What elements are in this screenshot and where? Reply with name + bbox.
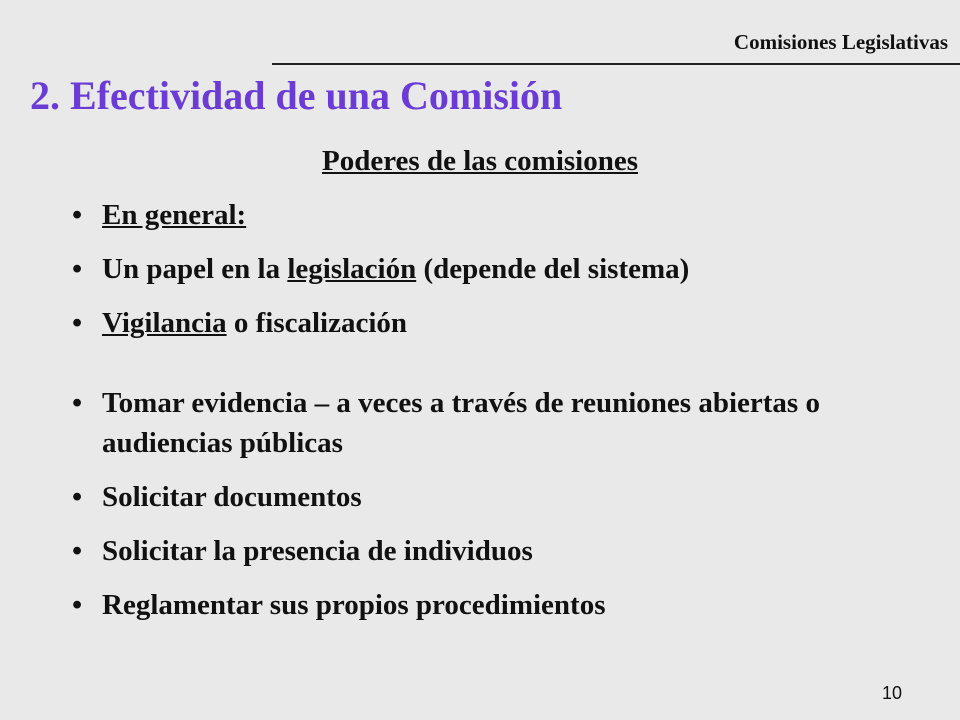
bullet-text: Solicitar la presencia de individuos <box>102 535 533 567</box>
slide-title: 2. Efectividad de una Comisión <box>30 73 563 118</box>
bullet-dot: • <box>72 535 83 567</box>
bullet-dot: • <box>72 199 83 231</box>
bullet-item <box>72 249 932 289</box>
bullet-item <box>72 531 932 571</box>
bullet-text: Reglamentar sus propios procedimientos <box>102 589 606 621</box>
bullet-dot: • <box>72 387 83 419</box>
bullet-text: Solicitar documentos <box>102 481 362 513</box>
bullet-item <box>72 195 932 235</box>
bullet-dot: • <box>72 253 83 285</box>
bullet-item <box>72 383 932 463</box>
bullet-text-pre: Un papel en la <box>102 253 288 285</box>
page-number: 10 <box>881 683 902 703</box>
bullet-text-post: (depende del sistema) <box>416 253 690 285</box>
bullet-dot: • <box>72 481 83 513</box>
bullet-text: En general: <box>102 199 247 231</box>
header-section-title: Comisiones Legislativas <box>733 30 948 54</box>
bullet-dot: • <box>72 589 83 621</box>
bullet-text-underlined: legislación <box>287 253 417 285</box>
header-divider <box>272 63 960 65</box>
bullet-text: Tomar evidencia – a veces a través de reuniones abiertas o audiencias públicas <box>102 387 820 459</box>
bullet-item <box>72 303 932 343</box>
bullet-item <box>72 585 932 625</box>
bullet-list <box>72 195 932 639</box>
slide-subtitle: Poderes de las comisiones <box>321 145 639 177</box>
bullet-dot: • <box>72 307 83 339</box>
bullet-text-post: o fiscalización <box>226 307 408 339</box>
bullet-item <box>72 477 932 517</box>
bullet-text-underlined: Vigilancia <box>102 307 227 339</box>
